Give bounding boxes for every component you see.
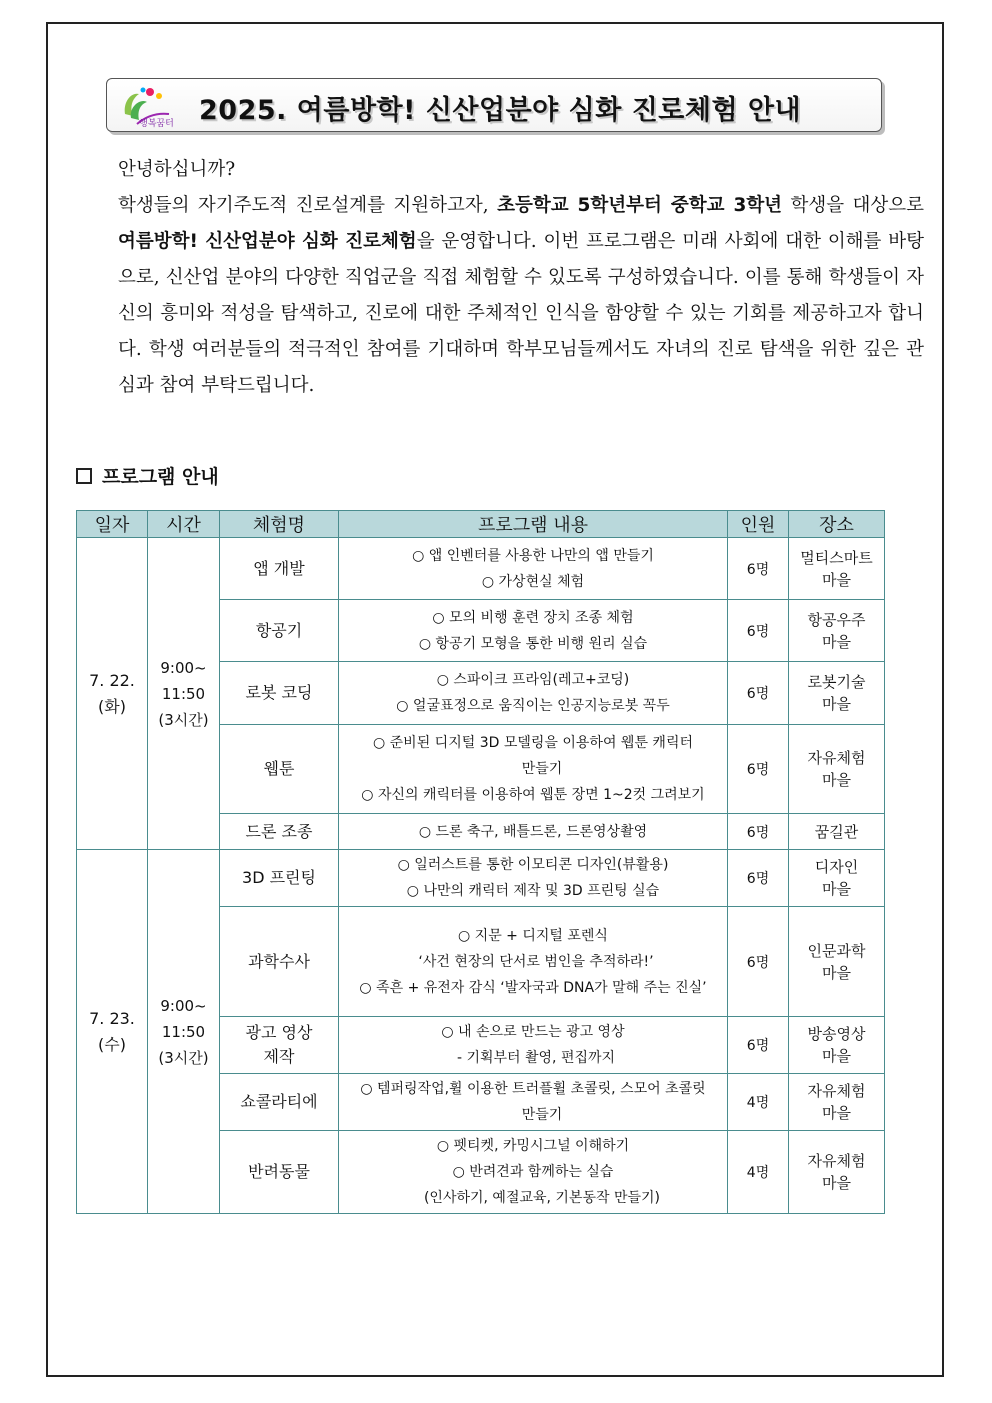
program-table [76,510,885,1214]
place-cell [789,662,885,725]
program-name-text: 제작 [263,1047,295,1066]
intro-paragraph [86,188,924,404]
place-text: 마을 [822,570,851,589]
header-count: 인원 [728,511,789,538]
square-bullet-icon [76,468,92,484]
place-cell [789,850,885,907]
count-cell: 6명 [728,814,789,850]
program-name-text: 웹툰 [263,759,295,778]
title-banner [106,78,882,132]
time-cell [148,850,220,1214]
program-name-text: 광고 영상 [245,1023,313,1042]
program-name-cell [220,1074,339,1131]
program-name-text: 3D 프린팅 [242,868,316,887]
content-line: ○ 얼굴표정으로 움직이는 인공지능로봇 꼭두 [396,698,670,714]
program-name-text: 항공기 [255,620,303,640]
program-name-text: 반려동물 [248,1162,310,1181]
target-grades: 초등학교 5학년부터 중학교 3학년 [497,195,783,216]
program-name-cell [220,725,339,814]
content-line: ○ 자신의 캐릭터를 이용하여 웹툰 장면 1~2컷 그려보기 [361,787,705,803]
haengbok-kkumteo-logo-icon [117,84,179,128]
time-duration: (3시간) [158,1048,209,1067]
program-name-text: 쇼콜라티에 [240,1092,318,1111]
content-line: ○ 나만의 캐릭터 제작 및 3D 프린팅 실습 [406,883,660,899]
content-line: ○ 드론 축구, 배틀드론, 드론영상촬영 [418,823,648,840]
place-text: 꿈길관 [814,822,859,841]
intro-text [86,152,924,404]
program-name-cell [220,907,339,1017]
header-program: 체험명 [220,511,339,538]
place-cell [789,725,885,814]
place-text: 마을 [822,695,851,713]
content-line: - 기획부터 촬영, 편집까지 [456,1050,616,1066]
date-text: 7. 23. [89,1008,135,1028]
place-cell [789,907,885,1017]
content-line: ○ 내 손으로 만드는 광고 영상 [441,1024,625,1040]
content-line: ○ 일러스트를 통한 이모티콘 디자인(뷰활용) [397,857,669,873]
logo-text: 행복꿈터 [139,119,174,128]
content-line: ○ 족흔 + 유전자 감식 ‘발자국과 DNA가 말해 주는 진실’ [359,979,707,996]
program-name-cell [220,850,339,907]
program-name-cell [220,1131,339,1214]
count-cell: 6명 [728,907,789,1017]
place-text: 자유체험 [807,749,866,767]
place-text: 자유체험 [807,1082,866,1100]
time-start: 9:00~ [160,996,207,1015]
program-name-cell [220,538,339,600]
place-text: 멀티스마트 [800,548,873,567]
place-text: 마을 [822,1047,851,1065]
date-cell [77,538,148,850]
program-name-text: 드론 조종 [245,821,313,841]
program-name-text: 로봇 코딩 [245,683,313,702]
section-title: 프로그램 안내 [102,466,219,488]
content-line: ○ 스파이크 프라임(레고+코딩) [436,672,630,688]
count-cell: 6명 [728,1017,789,1074]
content-line: ○ 준비된 디지털 3D 모델링을 이용하여 웹툰 캐릭터 [372,735,693,751]
place-cell [789,1074,885,1131]
weekday-text: (화) [98,696,126,716]
count-cell: 4명 [728,1131,789,1214]
content-line: ○ 모의 비행 훈련 장치 조종 체험 [432,609,634,626]
program-name-text: 앱 개발 [253,558,305,578]
content-cell [339,1017,728,1074]
count-cell: 6명 [728,600,789,662]
place-text: 자유체험 [807,1152,866,1170]
content-line: ‘사건 현장의 단서로 범인을 추적하라!’ [418,953,654,970]
content-line: ○ 지문 + 디지털 포렌식 [458,927,608,944]
content-line: ○ 템퍼링작업,휠 이용한 트러플휠 초콜릿, 스모어 초콜릿 [360,1081,706,1097]
count-cell: 6명 [728,850,789,907]
table-row [77,538,885,600]
intro-part-3: 을 운영합니다. 이번 프로그램은 미래 사회에 대한 이해를 바탕으로, 신산업 분야의 다양한 직업군을 직접 체험할 수 있도록 구성하였습니다. 이를 통해 학생들이 자신의 흥미와 적성을 탐색하고, 진로에 대한 주체적인 인식을 함양할 수 있는 기회를 제공하고자 합니다. 학생 여러분들의 적극적인 참여를 기대하며 학부모님들께서도 자녀의 진로 탐색을 위한 깊은 관심과 참여 부탁드립니다. [118,231,925,396]
content-cell [339,907,728,1017]
place-cell [789,1131,885,1214]
count-cell: 6명 [728,538,789,600]
place-cell [789,600,885,662]
place-cell [789,814,885,850]
place-text: 마을 [822,880,851,898]
section-heading [76,462,219,489]
content-cell [339,1074,728,1131]
table-row [77,850,885,907]
greeting: 안녕하십니까? [118,159,236,180]
content-line: 만들기 [521,761,563,777]
program-name-cell [220,600,339,662]
place-text: 인문과학 [807,941,866,960]
date-cell [77,850,148,1214]
header-place: 장소 [789,511,885,538]
header-time: 시간 [148,511,220,538]
content-line: ○ 항공기 모형을 통한 비행 원리 실습 [418,635,648,652]
content-line: 만들기 [521,1107,563,1123]
content-line: ○ 앱 인벤터를 사용한 나만의 앱 만들기 [412,547,654,564]
content-cell [339,725,728,814]
count-cell: 6명 [728,662,789,725]
intro-part-2: 학생을 대상으로 [782,195,924,216]
time-duration: (3시간) [158,710,209,729]
place-text: 로봇기술 [807,673,866,691]
content-cell [339,662,728,725]
count-cell: 6명 [728,725,789,814]
content-line: (인사하기, 예절교육, 기본동작 만들기) [423,1190,661,1206]
time-end: 11:50 [161,1022,206,1041]
content-cell [339,600,728,662]
place-text: 마을 [822,1104,851,1122]
content-cell [339,1131,728,1214]
content-line: ○ 가상현실 체험 [481,573,585,590]
place-text: 마을 [822,1174,851,1192]
count-cell: 4명 [728,1074,789,1131]
weekday-text: (수) [98,1034,126,1054]
program-name-cell [220,1017,339,1074]
page-title: 2025. 여름방학! 신산업분야 심화 진로체험 안내 [199,95,802,126]
program-name-text: 과학수사 [248,951,310,971]
content-line: ○ 펫티켓, 카밍시그널 이해하기 [436,1138,630,1154]
program-name: 여름방학! 신산업분야 심화 진로체험 [118,231,417,252]
place-text: 마을 [822,963,851,982]
content-cell [339,814,728,850]
content-line: ○ 반려견과 함께하는 실습 [452,1164,614,1180]
content-cell [339,850,728,907]
place-text: 마을 [822,632,851,651]
intro-part-1: 학생들의 자기주도적 진로설계를 지원하고자, [118,195,498,216]
header-date: 일자 [77,511,148,538]
program-name-cell [220,814,339,850]
content-cell [339,538,728,600]
header-content: 프로그램 내용 [339,511,728,538]
place-text: 항공우주 [807,610,866,629]
time-start: 9:00~ [160,658,207,677]
program-name-cell [220,662,339,725]
table-header-row [77,511,885,538]
place-text: 방송영상 [807,1025,866,1043]
date-text: 7. 22. [89,670,135,690]
place-text: 마을 [822,771,851,789]
time-cell [148,538,220,850]
time-end: 11:50 [161,684,206,703]
place-text: 디자인 [814,858,859,876]
place-cell [789,538,885,600]
place-cell [789,1017,885,1074]
